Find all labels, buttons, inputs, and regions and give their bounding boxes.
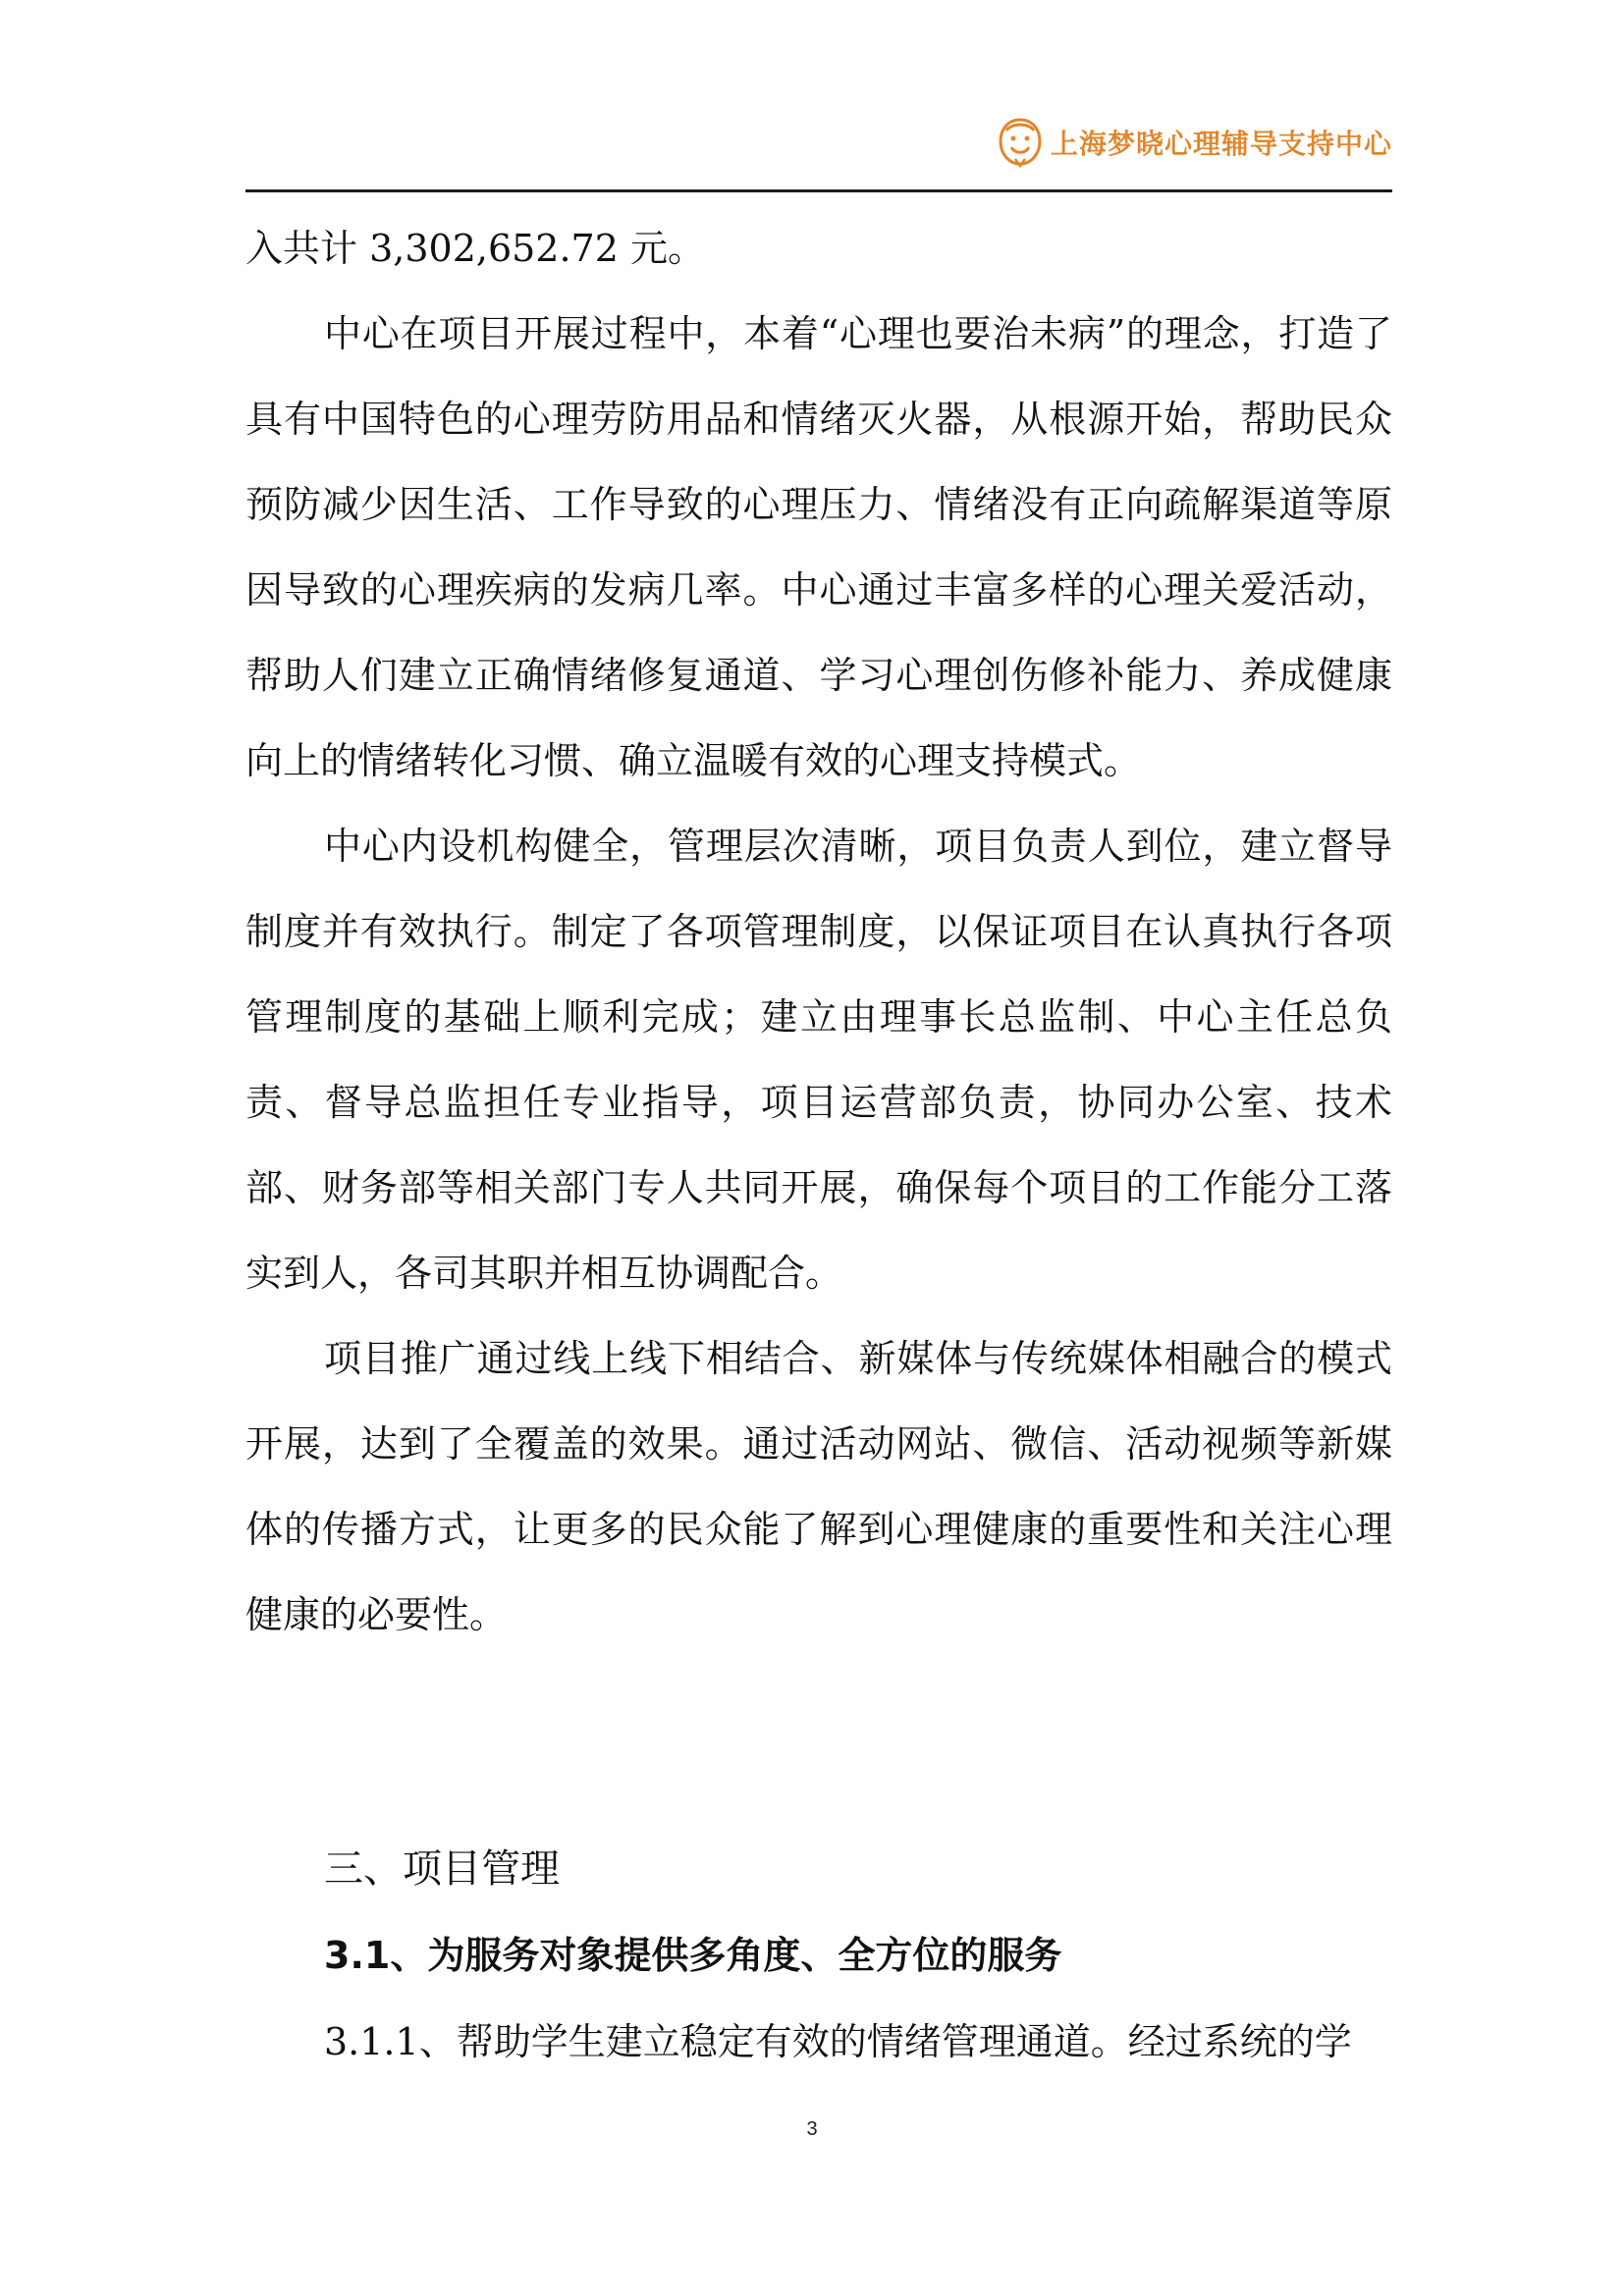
paragraph-continuation: 入共计 3,302,652.72 元。: [245, 227, 705, 270]
smiling-face-logo-icon: [998, 117, 1043, 168]
organization-logo: [998, 108, 1392, 177]
subsection-paragraph: 3.1.1、帮助学生建立稳定有效的情绪管理通道。经过系统的学: [324, 2020, 1352, 2063]
paragraph-promotion: 项目推广通过线上线下相结合、新媒体与传统媒体相融合的模式开展，达到了全覆盖的效果。通过活动网站、微信、活动视频等新媒体的传播方式，让更多的民众能了解到心理健康的重要性和关注心理健康的必要性。: [245, 1337, 1392, 1636]
header-divider: [245, 189, 1392, 192]
page-number: 3: [806, 2118, 818, 2140]
document-body: [245, 206, 1392, 1658]
subsection-heading: 3.1、为服务对象提供多角度、全方位的服务: [324, 1934, 1062, 1977]
section-heading: 三、项目管理: [324, 1846, 560, 1892]
paragraph-governance: 中心内设机构健全，管理层次清晰，项目负责人到位，建立督导制度并有效执行。制定了各项管理制度，以保证项目在认真执行各项管理制度的基础上顺利完成；建立由理事长总监制、中心主任总负责、督导总监担任专业指导，项目运营部负责，协同办公室、技术部、财务部等相关部门专人共同开展，确保每个项目的工作能分工落实到人，各司其职并相互协调配合。: [245, 825, 1392, 1295]
organization-name: 上海梦晓心理辅导支持中心: [1050, 128, 1392, 160]
page-header: [245, 108, 1392, 192]
paragraph-mission: 中心在项目开展过程中，本着“心理也要治未病”的理念，打造了具有中国特色的心理劳防用品和情绪灭火器，从根源开始，帮助民众预防减少因生活、工作导致的心理压力、情绪没有正向疏解渠道等原因导致的心理疾病的发病几率。中心通过丰富多样的心理关爱活动，帮助人们建立正确情绪修复通道、学习心理创伤修补能力、养成健康向上的情绪转化习惯、确立温暖有效的心理支持模式。: [245, 312, 1392, 782]
